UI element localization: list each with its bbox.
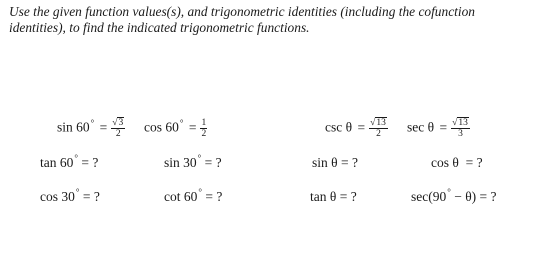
- problem-text: cos θ = ?: [431, 155, 483, 170]
- function-label: sec θ: [407, 119, 435, 135]
- equals-sign: =: [99, 119, 108, 135]
- degree-symbol: °: [197, 153, 202, 163]
- numerator: 1: [201, 118, 207, 128]
- denominator: 3: [458, 129, 463, 139]
- square-root: [452, 118, 469, 128]
- function-label: csc θ: [325, 119, 353, 135]
- equals-question: = ?: [205, 189, 223, 204]
- problem-cos-30: [40, 189, 100, 206]
- denominator: 2: [115, 129, 121, 139]
- degree-symbol: °: [90, 117, 95, 128]
- degree-symbol: °: [179, 117, 184, 128]
- given-sin-60: [57, 118, 127, 139]
- function-label: sin 60: [57, 119, 90, 135]
- given-csc-theta: [325, 118, 390, 139]
- radicand: 3: [118, 118, 124, 128]
- equals-sign: =: [439, 119, 448, 135]
- denominator: 2: [201, 129, 207, 139]
- function-suffix: − θ) = ?: [450, 189, 497, 204]
- degree-symbol: °: [447, 187, 451, 197]
- problem-sin-theta: [312, 155, 358, 171]
- equals-question: = ?: [204, 155, 222, 170]
- instructions-text: Use the given function values(s), and trigonometric identities (including the cofunction identities), to find the indicated trigonometric functions.: [9, 4, 475, 35]
- function-label: cos 30: [40, 189, 75, 204]
- fraction: [111, 118, 125, 139]
- numerator: [451, 118, 470, 129]
- problem-sec-90-minus-theta: [411, 189, 497, 206]
- function-label: tan 60: [40, 155, 74, 170]
- fraction: [369, 118, 388, 139]
- equals-question: = ?: [82, 189, 100, 204]
- problem-tan-60: [40, 155, 98, 172]
- radical-sign: √: [112, 118, 118, 128]
- problem-cos-theta: [431, 155, 483, 171]
- fraction: [451, 118, 470, 139]
- degree-symbol: °: [198, 187, 202, 197]
- problem-text: sin θ = ?: [312, 155, 358, 170]
- problem-tan-theta: [310, 189, 357, 205]
- degree-symbol: °: [74, 153, 78, 163]
- function-label: cot 60: [164, 189, 198, 204]
- numerator: [111, 118, 125, 129]
- square-root: [112, 118, 124, 128]
- problem-sin-30: [164, 155, 222, 172]
- numerator: [369, 118, 388, 129]
- fraction: [200, 118, 207, 139]
- function-label: sin 30: [164, 155, 197, 170]
- radical-sign: √: [452, 118, 458, 128]
- equals-sign: =: [357, 119, 366, 135]
- function-label: cos 60: [144, 119, 179, 135]
- given-sec-theta: [407, 118, 472, 139]
- radical-sign: √: [370, 118, 376, 128]
- equals-question: = ?: [81, 155, 99, 170]
- problem-cot-60: [164, 189, 222, 206]
- denominator: 2: [376, 129, 381, 139]
- given-cos-60: [144, 118, 209, 139]
- degree-symbol: °: [75, 187, 80, 197]
- problem-text: tan θ = ?: [310, 189, 357, 204]
- equals-sign: =: [188, 119, 197, 135]
- radicand: 13: [376, 118, 386, 128]
- function-prefix: sec(90: [411, 189, 447, 204]
- radicand: 13: [458, 118, 468, 128]
- square-root: [370, 118, 387, 128]
